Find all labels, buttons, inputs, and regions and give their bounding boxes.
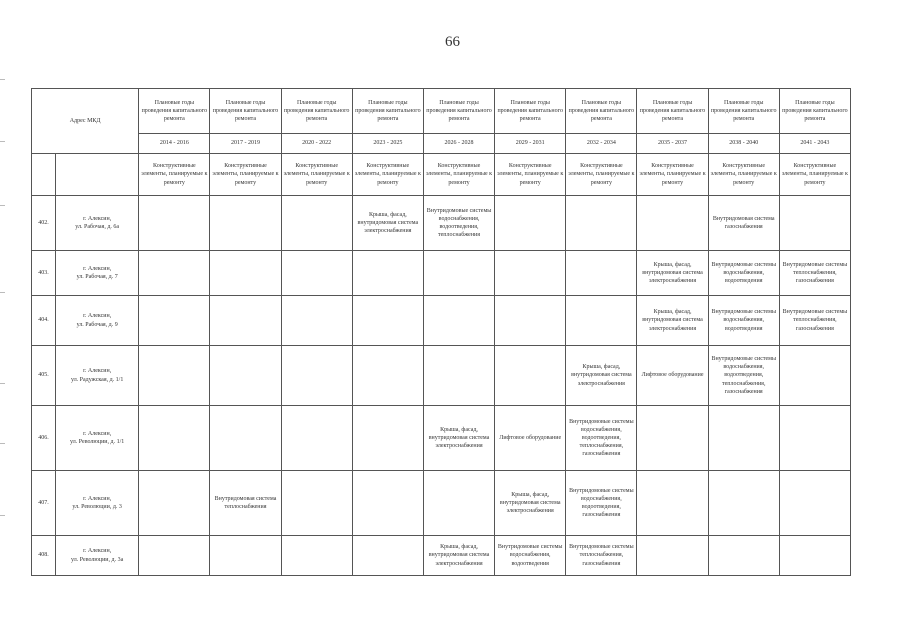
period-years: 2020 - 2022 (281, 134, 352, 154)
period-subheader: Конструктивные элементы, планируемые к ремонту (495, 154, 566, 196)
repair-cell: Крыша, фасад, внутридомовая система электроснабжения (637, 251, 708, 296)
row-number: 405. (32, 346, 56, 406)
repair-cell (637, 196, 708, 251)
address-street: ул. Рабочая, д. 9 (76, 321, 118, 328)
repair-cell: Внутридомовые системы водоснабжения, водоотведения, газоснабжения (566, 471, 637, 536)
table-row (32, 296, 851, 346)
header-row-years (32, 134, 851, 154)
repair-cell (495, 346, 566, 406)
repair-cell (495, 251, 566, 296)
period-years: 2014 - 2016 (139, 134, 210, 154)
period-title: Плановые годы проведения капитального ремонта (708, 89, 779, 134)
repair-cell (708, 536, 779, 576)
address-city: г. Алексин, (83, 548, 112, 555)
repair-cell: Крыша, фасад, внутридомовая система электроснабжения (423, 536, 494, 576)
row-number: 403. (32, 251, 56, 296)
period-years: 2026 - 2028 (423, 134, 494, 154)
table-row (32, 536, 851, 576)
repair-cell (210, 536, 281, 576)
repair-cell (352, 346, 423, 406)
repair-cell (210, 196, 281, 251)
row-address (56, 536, 139, 576)
repair-cell (779, 471, 850, 536)
repair-cell (281, 346, 352, 406)
period-years: 2038 - 2040 (708, 134, 779, 154)
address-city: г. Алексин, (83, 265, 112, 272)
repair-cell: Крыша, фасад, внутридомовая система электроснабжения (352, 196, 423, 251)
period-title: Плановые годы проведения капитального ремонта (423, 89, 494, 134)
row-address (56, 346, 139, 406)
repair-cell (281, 196, 352, 251)
repair-cell (495, 196, 566, 251)
repair-cell: Внутридомовые системы водоснабжения, водоотведения, теплоснабжения (423, 196, 494, 251)
header-row-elements (32, 154, 851, 196)
address-street: ул. Рабочая, д. 7 (76, 274, 118, 280)
period-subheader: Конструктивные элементы, планируемые к ремонту (139, 154, 210, 196)
repair-cell (779, 406, 850, 471)
table-row (32, 346, 851, 406)
repair-cell (139, 536, 210, 576)
address-street: ул. Революции, д. 1/1 (70, 439, 125, 445)
period-subheader: Конструктивные элементы, планируемые к ремонту (210, 154, 281, 196)
repair-cell: Внутридомовые системы водоснабжения, водоотведения, теплоснабжения, газоснабжения (566, 406, 637, 471)
period-title: Плановые годы проведения капитального ремонта (779, 89, 850, 134)
repair-cell: Внутридомовые системы водоснабжения, водоотведения (708, 251, 779, 296)
repair-cell: Внутридомовые системы водоснабжения, водоотведения (708, 296, 779, 346)
repair-cell: Внутридомовые системы теплоснабжения, газоснабжения (566, 536, 637, 576)
address-city: г. Алексин, (83, 430, 112, 437)
page-number: 66 (445, 34, 460, 50)
repair-cell: Лифтовое оборудование (637, 346, 708, 406)
row-number: 408. (32, 536, 56, 576)
repair-cell (281, 251, 352, 296)
repair-cell (139, 346, 210, 406)
row-address (56, 471, 139, 536)
address-header: Адрес МКД (32, 89, 139, 154)
row-number: 402. (32, 196, 56, 251)
period-subheader: Конструктивные элементы, планируемые к ремонту (281, 154, 352, 196)
row-address (56, 251, 139, 296)
period-title: Плановые годы проведения капитального ремонта (495, 89, 566, 134)
period-years: 2023 - 2025 (352, 134, 423, 154)
repair-cell (352, 296, 423, 346)
repair-cell (281, 296, 352, 346)
repair-cell (779, 536, 850, 576)
period-subheader: Конструктивные элементы, планируемые к ремонту (708, 154, 779, 196)
period-title: Плановые годы проведения капитального ремонта (637, 89, 708, 134)
repair-cell (423, 471, 494, 536)
address-city: г. Алексин, (83, 313, 112, 320)
table-row (32, 196, 851, 251)
blank-cell (32, 154, 56, 196)
repair-cell (566, 251, 637, 296)
address-street: ул. Революции, д. 3а (71, 556, 124, 563)
period-title: Плановые годы проведения капитального ремонта (566, 89, 637, 134)
period-years: 2017 - 2019 (210, 134, 281, 154)
repair-cell (423, 346, 494, 406)
repair-cell (352, 471, 423, 536)
repair-cell (281, 406, 352, 471)
repair-cell (281, 471, 352, 536)
repair-cell (210, 251, 281, 296)
period-years: 2032 - 2034 (566, 134, 637, 154)
repair-cell: Внутридомовые системы теплоснабжения, газоснабжения (779, 296, 850, 346)
period-subheader: Конструктивные элементы, планируемые к ремонту (637, 154, 708, 196)
repair-cell: Крыша, фасад, внутридомовая система электроснабжения (495, 471, 566, 536)
period-title: Плановые годы проведения капитального ремонта (139, 89, 210, 134)
period-years: 2029 - 2031 (495, 134, 566, 154)
address-street: ул. Рабочая, д. 6а (75, 224, 120, 230)
repair-cell (352, 406, 423, 471)
repair-cell (210, 406, 281, 471)
repair-cell: Внутридомовая система теплоснабжения (210, 471, 281, 536)
repair-cell (779, 346, 850, 406)
repair-cell (637, 536, 708, 576)
repair-cell (139, 406, 210, 471)
table-row (32, 251, 851, 296)
repair-cell (566, 296, 637, 346)
address-street: ул. Революции, д. 3 (72, 504, 122, 510)
period-subheader: Конструктивные элементы, планируемые к ремонту (423, 154, 494, 196)
repair-cell: Внутридомовая система газоснабжения (708, 196, 779, 251)
repair-cell (423, 251, 494, 296)
repair-cell (139, 471, 210, 536)
repair-cell (495, 296, 566, 346)
row-address (56, 196, 139, 251)
header-row-titles (32, 89, 851, 134)
address-city: г. Алексин, (83, 495, 112, 502)
repair-cell: Крыша, фасад, внутридомовая система электроснабжения (423, 406, 494, 471)
period-years: 2035 - 2037 (637, 134, 708, 154)
repair-cell (352, 251, 423, 296)
row-number: 407. (32, 471, 56, 536)
repair-cell: Внутридомовые системы теплоснабжения, газоснабжения (779, 251, 850, 296)
period-subheader: Конструктивные элементы, планируемые к ремонту (566, 154, 637, 196)
repair-cell (139, 196, 210, 251)
period-subheader: Конструктивные элементы, планируемые к ремонту (779, 154, 850, 196)
repair-cell (139, 296, 210, 346)
repair-cell (779, 196, 850, 251)
repair-cell: Лифтовое оборудование (495, 406, 566, 471)
repair-cell: Крыша, фасад, внутридомовая система электроснабжения (566, 346, 637, 406)
table-row (32, 406, 851, 471)
repair-cell (423, 296, 494, 346)
period-years: 2041 - 2043 (779, 134, 850, 154)
period-title: Плановые годы проведения капитального ремонта (352, 89, 423, 134)
row-address (56, 296, 139, 346)
repair-cell (708, 471, 779, 536)
period-title: Плановые годы проведения капитального ремонта (281, 89, 352, 134)
repair-cell (637, 471, 708, 536)
repair-cell (281, 536, 352, 576)
blank-cell (56, 154, 139, 196)
row-number: 404. (32, 296, 56, 346)
capital-repair-schedule-table (31, 88, 851, 576)
repair-cell (210, 346, 281, 406)
row-number: 406. (32, 406, 56, 471)
table-row (32, 471, 851, 536)
row-address (56, 406, 139, 471)
repair-cell (566, 196, 637, 251)
repair-cell (352, 536, 423, 576)
repair-cell (708, 406, 779, 471)
period-title: Плановые годы проведения капитального ремонта (210, 89, 281, 134)
repair-cell: Крыша, фасад, внутридомовая система электроснабжения (637, 296, 708, 346)
repair-cell (139, 251, 210, 296)
address-street: ул. Радужская, д. 1/1 (70, 376, 124, 383)
repair-cell (210, 296, 281, 346)
address-city: г. Алексин, (83, 215, 112, 222)
address-city: г. Алексин, (83, 368, 112, 375)
repair-cell: Внутридомовые системы водоснабжения, водоотведения, теплоснабжения, газоснабжения (708, 346, 779, 406)
period-subheader: Конструктивные элементы, планируемые к ремонту (352, 154, 423, 196)
repair-cell: Внутридомовые системы водоснабжения, водоотведения (495, 536, 566, 576)
repair-cell (637, 406, 708, 471)
